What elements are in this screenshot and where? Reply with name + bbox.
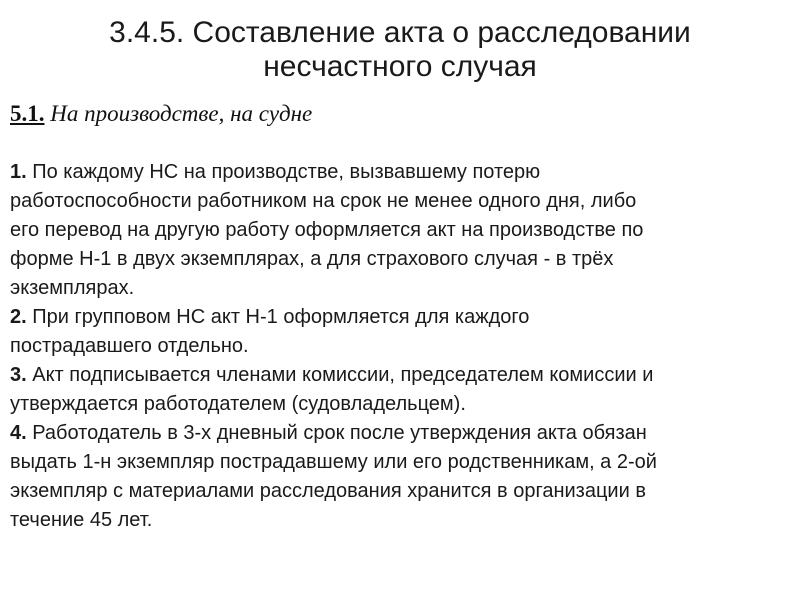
item-4-line-4: течение 45 лет. xyxy=(10,509,153,531)
item-1-line-3: его перевод на другую работу оформляется акт на производстве по xyxy=(10,219,644,241)
item-2-line-1 xyxy=(10,303,780,332)
item-list xyxy=(10,158,780,535)
item-2-text-1: При групповом НС акт Н-1 оформляется для каждого xyxy=(26,306,530,328)
item-4-line-1 xyxy=(10,419,780,448)
item-3-number: 3. xyxy=(10,364,27,386)
list-item-3 xyxy=(10,361,780,419)
item-1-number: 1. xyxy=(10,161,27,183)
item-1-line-4: форме Н-1 в двух экземплярах, а для страхового случая - в трёх xyxy=(10,248,614,270)
list-item-1 xyxy=(10,158,780,303)
item-3-line-1 xyxy=(10,361,780,390)
slide-title xyxy=(40,16,760,84)
item-1-line-1 xyxy=(10,158,780,187)
section-heading xyxy=(10,100,312,128)
item-3-line-2: утверждается работодателем (судовладельцем). xyxy=(10,393,466,415)
item-2-line-2: пострадавшего отдельно. xyxy=(10,335,249,357)
item-1-line-5: экземплярах. xyxy=(10,277,135,299)
item-1-line-2: работоспособности работником на срок не менее одного дня, либо xyxy=(10,190,637,212)
list-item-2 xyxy=(10,303,780,361)
section-heading-text: На производстве, на судне xyxy=(44,101,313,126)
item-2-number: 2. xyxy=(10,306,27,328)
item-4-number: 4. xyxy=(10,422,27,444)
list-item-4 xyxy=(10,419,780,535)
item-1-text-1: По каждому НС на производстве, вызвавшему потерю xyxy=(26,161,541,183)
section-number: 5.1. xyxy=(10,101,45,126)
slide-title-line-1: 3.4.5. Составление акта о расследовании xyxy=(109,16,691,49)
item-4-text-1: Работодатель в 3-х дневный срок после утверждения акта обязан xyxy=(26,422,647,444)
item-3-text-1: Акт подписывается членами комиссии, председателем комиссии и xyxy=(26,364,654,386)
item-4-line-3: экземпляр с материалами расследования хранится в организации в xyxy=(10,480,646,502)
slide-title-line-2: несчастного случая xyxy=(263,50,537,83)
item-4-line-2: выдать 1-н экземпляр пострадавшему или его родственникам, а 2-ой xyxy=(10,451,657,473)
